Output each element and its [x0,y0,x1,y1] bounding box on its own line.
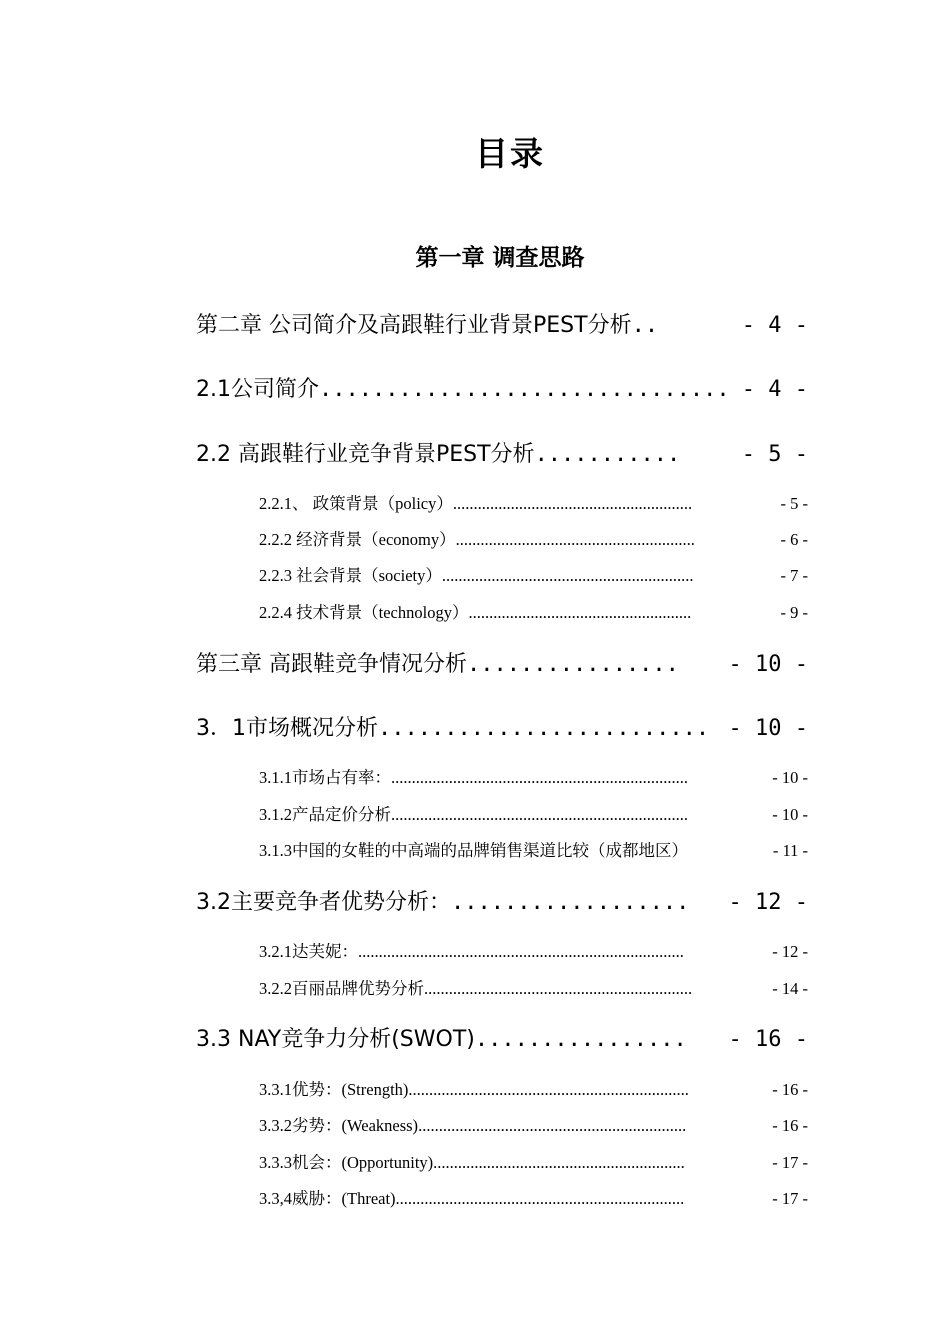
toc-entry-leader: .................. [451,890,690,915]
toc-entry-leader: ........................................................................ [391,805,688,824]
toc-entry-leader: ......................... [378,716,710,741]
toc-entry-leader: ...................................................... [468,603,692,622]
toc-entry[interactable] [259,1076,808,1100]
chapter-one-heading: 第一章 调查思路 [415,245,585,271]
toc-entry[interactable] [259,975,808,999]
toc-entry-page: - 17 - [772,1189,808,1208]
toc-entry-leader: ................................................................. [424,979,693,998]
toc-entry[interactable] [196,372,808,403]
toc-entry-page: - 10 - [772,768,808,787]
toc-entry-leader: ................................................................. [418,1116,687,1135]
toc-entry-page: - 16 - [728,1027,808,1052]
toc-entry[interactable] [259,801,808,825]
toc-entry-label: 3.2.1达芙妮： [259,942,358,961]
toc-entry-label: 第二章 公司简介及高跟鞋行业背景PEST分析 [196,313,632,338]
toc-entry-label: 3.3.1优势：(Strength) [259,1080,409,1099]
toc-entry-leader: ............................... [319,377,730,402]
toc-entry-page: - 4 - [741,377,808,402]
toc-entry-label: 2.2.1、 政策背景（policy） [259,494,453,513]
toc-entry-page: - 7 - [780,566,808,585]
toc-entry-leader: ...................................................................... [395,1189,685,1208]
toc-entry-leader: .......................................................... [455,530,695,549]
toc-entry-page: - 10 - [728,652,808,677]
toc-entry[interactable] [259,1185,808,1209]
toc-entry[interactable] [196,885,808,916]
toc-entry-page: - 17 - [772,1153,808,1172]
toc-entry-leader: ............................................................................... [358,942,684,961]
toc-entry-leader: ........................................................................ [391,768,688,787]
toc-entry-page: - 5 - [741,442,808,467]
toc-entry[interactable] [259,490,808,514]
toc-entry-leader: .......................................................... [452,494,693,513]
toc-entry-leader: ........... [534,442,681,467]
toc-entry[interactable] [259,837,808,861]
toc-entry[interactable] [196,647,808,678]
toc-entry[interactable] [196,711,808,742]
toc-entry-label: 2.1公司简介 [196,377,319,402]
toc-entry-page: - 6 - [780,530,808,549]
toc-entry[interactable] [196,1022,808,1053]
toc-entry-page: - 12 - [772,942,808,961]
toc-entry[interactable] [259,526,808,550]
toc-entry-page: - 11 - [772,841,808,860]
toc-entry-leader: .. [631,313,659,338]
toc-entry-label: 3.1.3中国的女鞋的中高端的品牌销售渠道比较（成都地区） [259,841,688,860]
toc-entry[interactable] [259,938,808,962]
toc-entry-page: - 16 - [772,1116,808,1135]
toc-entry-leader: .................................................................... [408,1080,689,1099]
page-title: 目录 [475,134,545,173]
toc-entry-label: 3．1市场概况分析 [196,716,378,741]
toc-entry[interactable] [259,599,808,623]
toc-entry-page: - 10 - [728,716,808,741]
toc-entry[interactable] [259,1149,808,1173]
toc-entry-page: - 10 - [772,805,808,824]
toc-entry-label: 2.2 高跟鞋行业竞争背景PEST分析 [196,442,535,467]
toc-entry-label: 3.1.2产品定价分析 [259,805,391,824]
toc-entry-label: 2.2.4 技术背景（technology） [259,603,469,622]
toc-entry[interactable] [196,308,808,339]
toc-entry-label: 2.2.3 社会背景（society） [259,566,442,585]
toc-entry[interactable] [259,764,808,788]
toc-entry-label: 2.2.2 经济背景（economy） [259,530,456,549]
toc-entry-page: - 9 - [780,603,808,622]
toc-entry-label: 3.3.3机会：(Opportunity) [259,1153,434,1172]
toc-entry-label: 3.3 NAY竞争力分析(SWOT) [196,1027,475,1052]
toc-entry[interactable] [196,437,808,468]
toc-entry-label: 3.1.1市场占有率： [259,768,391,787]
toc-entry-label: 第三章 高跟鞋竞争情况分析 [196,652,467,677]
toc-entry-page: - 14 - [772,979,808,998]
toc-entry-leader: ................ [474,1027,687,1052]
toc-entry-label: 3.3.2劣势：(Weakness) [259,1116,419,1135]
toc-entry-page: - 4 - [741,313,808,338]
toc-entry-page: - 16 - [772,1080,808,1099]
toc-entry-leader: ................ [467,652,679,677]
toc-entry-page: - 12 - [728,890,808,915]
toc-entry[interactable] [259,562,808,586]
toc-entry[interactable] [259,1112,808,1136]
toc-entry-label: 3.3,4威胁：(Threat) [259,1189,396,1208]
toc-entry-leader: ............................................................. [433,1153,685,1172]
toc-entry-label: 3.2主要竞争者优势分析： [196,890,451,915]
toc-entry-page: - 5 - [780,494,808,513]
toc-entry-leader: ............................................................. [441,566,694,585]
toc-entry-label: 3.2.2百丽品牌优势分析 [259,979,424,998]
